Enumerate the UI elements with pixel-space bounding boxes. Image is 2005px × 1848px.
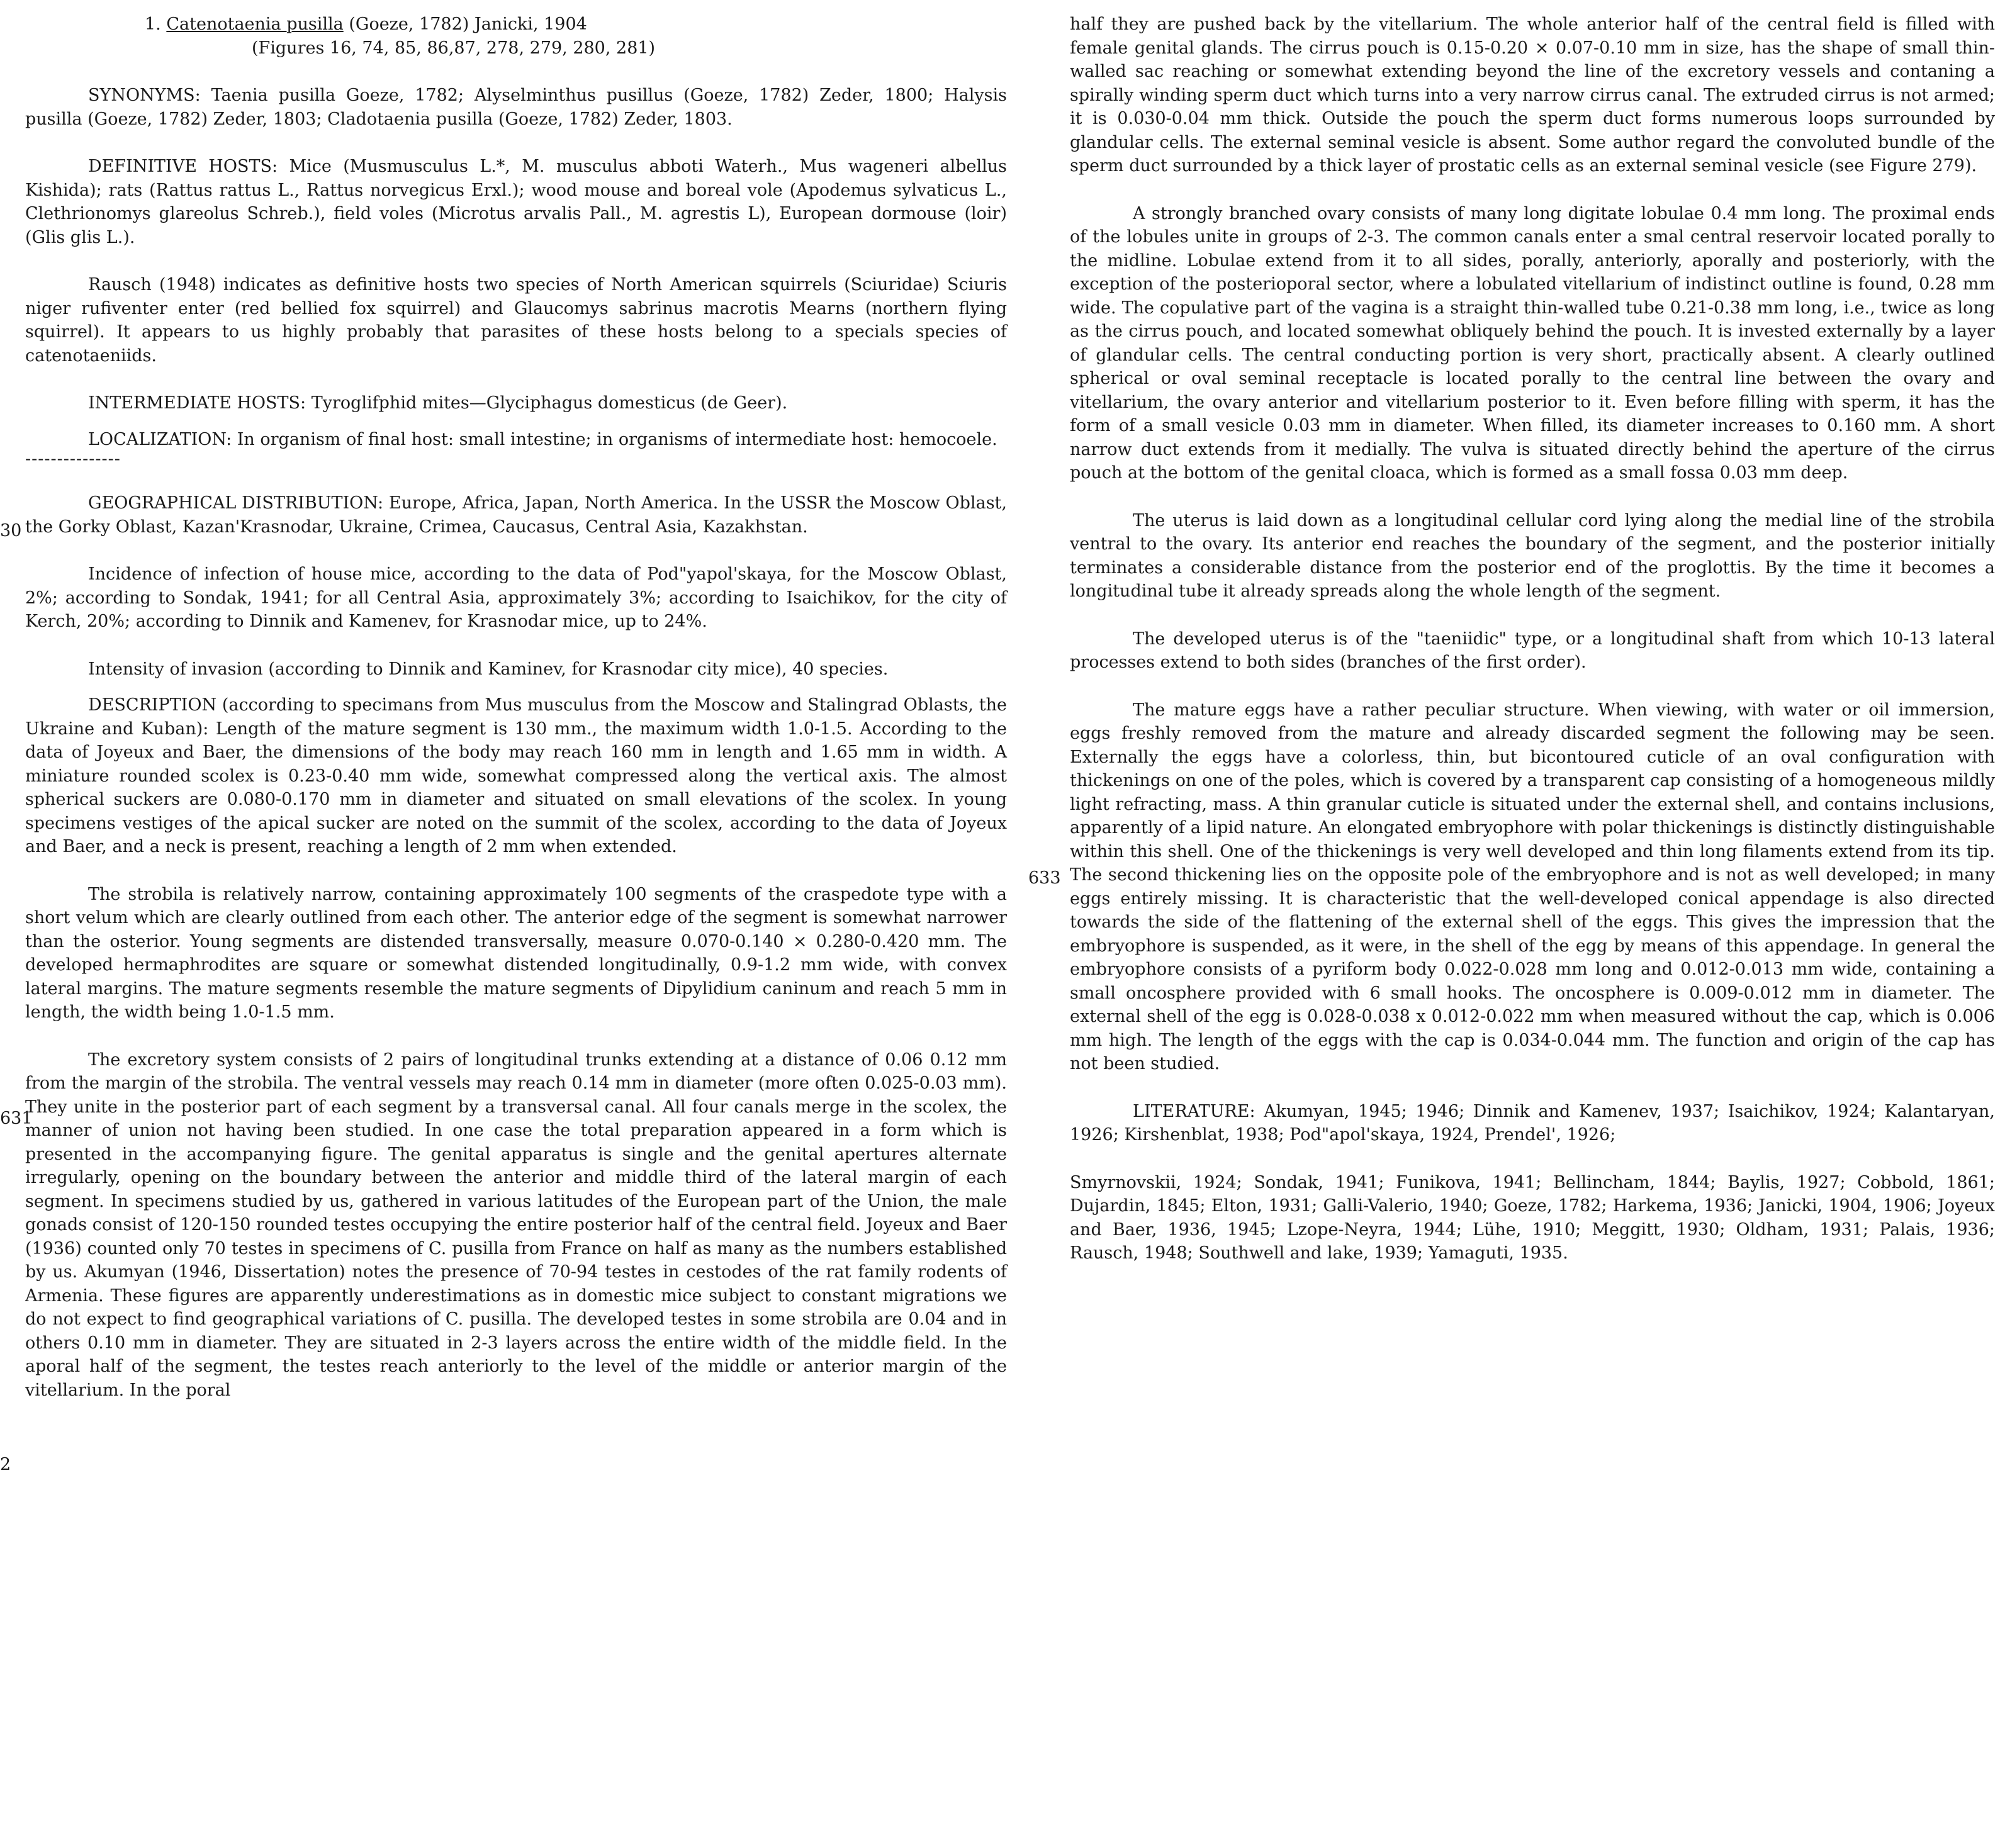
intensity-paragraph: Intensity of invasion (according to Dinnik and Kaminev, for Krasnodar city mice), 40 species. (88, 659, 889, 679)
rausch-paragraph: Rausch (1948) indicates as definitive hosts two species of North American squirrels (Sciuridae) Sciuris niger rufiventer enter (red bellied fox squirrel) and Glaucomys sabrinus macrotis Mearns (northern flying squirrel). It appears to us highly probably that parasites of these hosts belong to a specials species of catenotaeniids. (25, 275, 1007, 366)
literature-paragraph: LITERATURE: Akumyan, 1945; 1946; Dinnik and Kamenev, 1937; Isaichikov, 1924; Kalantaryan, 1926; Kirshenblat, 1938; Pod"apol'skaya, 1924, Prendel', 1926; (1070, 1101, 1995, 1145)
incidence-paragraph: Incidence of infection of house mice, according to the data of Pod"yapol'skaya, for the Moscow Oblast, 2%; according to Sondak, 1941; for all Central Asia, approximately 3%; according to Isaichikov, for the city of Kerch, 20%; according to Dinnik and Kamenev, for Krasnodar mice, up to 24%. (25, 564, 1007, 631)
separator-line: --------------- (25, 449, 121, 469)
synonyms-paragraph: SYNONYMS: Taenia pusilla Goeze, 1782; Alyselminthus pusillus (Goeze, 1782) Zeder, 1800; Halysis pusilla (Goeze, 1782) Zeder, 1803; Cladotaenia pusilla (Goeze, 1782) Zeder, 1803. (25, 86, 1007, 129)
description-paragraph: DESCRIPTION (according to specimans from Mus musculus from the Moscow and Stalingrad Oblasts, the Ukraine and Kuban): Length of the mature segment is 130 mm., the maximum width 1.0-1.5. According to the data of Joyeux and Baer, the dimensions of the body may reach 160 mm in length and 1.65 mm in width. A miniature rounded scolex is 0.23-0.40 mm wide, somewhat compressed along the vertical axis. The almost spherical suckers are 0.080-0.170 mm in diameter and situated on small elevations of the scolex. In young specimens vestiges of the apical sucker are noted on the summit of the scolex, according to the data of Joyeux and Baer, and a neck is present, reaching a length of 2 mm when extended. (25, 695, 1007, 856)
strobila-paragraph: The strobila is relatively narrow, containing approximately 100 segments of the craspedote type with a short velum which are clearly outlined from each other. The anterior edge of the segment is somewhat narrower than the osterior. Young segments are distended transversally, measure 0.070-0.140 × 0.280-0.420 mm. The developed hermaphrodites are square or somewhat distended longitudinally, 0.9-1.2 mm wide, with convex lateral margins. The mature segments resemble the mature segments of Dipylidium caninum and reach 5 mm in length, the width being 1.0-1.5 mm. (25, 884, 1007, 1022)
cirrus-pouch-paragraph: half they are pushed back by the vitellarium. The whole anterior half of the central field is filled with female genital glands. The cirrus pouch is 0.15-0.20 × 0.07-0.10 mm in size, has the shape of small thin-walled sac reaching or somewhat extending beyond the line of the excretory vessels and contaning a spirally winding sperm duct which turns into a very narrow cirrus canal. The extruded cirrus is not armed; it is 0.030-0.04 mm thick. Outside the pouch the sperm duct forms numerous loops surrounded by glandular cells. The external seminal vesicle is absent. Some author regard the convoluted bundle of the sperm duct surrounded by a thick layer of prostatic cells as an external seminal vesicle (see Figure 279). (1070, 14, 1995, 176)
localization-paragraph: LOCALIZATION: In organism of final host: small intestine; in organisms of intermediate host: hemocoele. (88, 429, 997, 449)
figures-reference: (Figures 16, 74, 85, 86,87, 278, 279, 280, 281) (252, 38, 656, 58)
species-name: Catenotaenia pusilla (166, 14, 344, 34)
margin-number: 631 (0, 1109, 33, 1128)
margin-number: 633 (1028, 868, 1061, 888)
ovary-paragraph: A strongly branched ovary consists of many long digitate lobulae 0.4 mm long. The proximal ends of the lobules unite in groups of 2-3. The common canals enter a smal central reservoir located porally to the midline. Lobulae extend from it to all sides, porally, anteriorly, aporally and posteriorly, with the exception of the posterioporal sector, where a lobulated vitellarium of indistinct outline is found, 0.28 mm wide. The copulative part of the vagina is a straight thin-walled tube 0.21-0.38 mm long, i.e., twice as long as the cirrus pouch, and located somewhat obliquely behind the pouch. It is invested externally by a layer of glandular cells. The central conducting portion is very short, practically absent. A clearly outlined spherical or oval seminal receptacle is located porally to the central line between the ovary and vitellarium, the ovary anterior and vitellarium posterior to it. Even before filling with sperm, it has the form of a small vesicle 0.03 mm in diameter. When filled, its diameter increases to 0.160 mm. A short narrow duct extends from it medially. The vulva is situated directly behind the aperture of the cirrus pouch at the bottom of the genital cloaca, which is formed as a small fossa 0.03 mm deep. (1070, 203, 1995, 483)
species-number: 1. (145, 14, 161, 34)
margin-number: 30 (0, 521, 22, 540)
developed-uterus-paragraph: The developed uterus is of the "taeniidic" type, or a longitudinal shaft from which 10-13 lateral processes extend to both sides (branches of the first order). (1070, 629, 1995, 672)
literature-continued-paragraph: Smyrnovskii, 1924; Sondak, 1941; Funikova, 1941; Bellincham, 1844; Baylis, 1927; Cobbold, 1861; Dujardin, 1845; Elton, 1931; Galli-Valerio, 1940; Goeze, 1782; Harkema, 1936; Janicki, 1904, 1906; Joyeux and Baer, 1936, 1945; Lzope-Neyra, 1944; Lühe, 1910; Meggitt, 1930; Oldham, 1931; Palais, 1936; Rausch, 1948; Southwell and lake, 1939; Yamaguti, 1935. (1070, 1172, 1995, 1263)
left-column (25, 13, 1007, 1402)
species-authority: (Goeze, 1782) Janicki, 1904 (349, 14, 587, 34)
geographical-distribution-paragraph: GEOGRAPHICAL DISTRIBUTION: Europe, Africa, Japan, North America. In the USSR the Moscow Oblast, the Gorky Oblast, Kazan'Krasnodar, Ukraine, Crimea, Caucasus, Central Asia, Kazakhstan. (25, 493, 1007, 537)
right-column (1070, 13, 1995, 1265)
uterus-paragraph: The uterus is laid down as a longitudinal cellular cord lying along the medial line of the strobila ventral to the ovary. Its anterior end reaches the boundary of the segment, and the posterior initially terminates a considerable distance from the posterior end of the proglottis. By the time it becomes a longitudinal tube it already spreads along the whole length of the segment. (1070, 510, 1995, 601)
eggs-paragraph: The mature eggs have a rather peculiar structure. When viewing, with water or oil immersion, eggs freshly removed from the mature and already discarded segment the following may be seen. Externally the eggs have a colorless, thin, but bicontoured cuticle of an oval configuration with thickenings on one of the poles, which is covered by a transparent cap consisting of a homogeneous mildly light refracting, mass. A thin granular cuticle is situated under the external shell, and contains inclusions, apparently of a lipid nature. An elongated embryophore with polar thickenings is distinctly distinguishable within this shell. One of the thickenings is very well developed and thin long filaments extend from its tip. The second thickening lies on the opposite pole of the embryophore and is not as well developed; in many eggs entirely missing. It is characteristic that the well-developed conical appendage is also directed towards the side of the flattening of the external shell of the eggs. This gives the impression that the embryophore is suspended, as it were, in the shell of the egg by means of this appendage. In general the embryophore consists of a pyriform body 0.022-0.028 mm long and 0.012-0.013 mm wide, containing a small oncosphere provided with 6 small hooks. The oncosphere is 0.009-0.012 mm in diameter. The external shell of the egg is 0.028-0.038 x 0.012-0.022 mm when measured without the cap, which is 0.006 mm high. The length of the eggs with the cap is 0.034-0.044 mm. The function and origin of the cap has not been studied. (1070, 700, 1995, 1073)
margin-number: 2 (0, 1455, 11, 1474)
species-heading (25, 13, 1007, 36)
definitive-hosts-paragraph: DEFINITIVE HOSTS: Mice (Musmusculus L.*, M. musculus abboti Waterh., Mus wageneri albellus Kishida); rats (Rattus rattus L., Rattus norvegicus Erxl.); wood mouse and boreal vole (Apodemus sylvaticus L., Clethrionomys glareolus Schreb.), field voles (Microtus arvalis Pall., M. agrestis L), European dormouse (loir) (Glis glis L.). (25, 157, 1007, 247)
intermediate-hosts-paragraph: INTERMEDIATE HOSTS: Tyroglifphid mites—Glyciphagus domesticus (de Geer). (88, 393, 788, 413)
excretory-system-paragraph: The excretory system consists of 2 pairs of longitudinal trunks extending at a distance of 0.06 0.12 mm from the margin of the strobila. The ventral vessels may reach 0.14 mm in diameter (more often 0.025-0.03 mm). They unite in the posterior part of each segment by a transversal canal. All four canals merge in the scolex, the manner of union not having been studied. In one case the total preparation appeared in a form which is presented in the accompanying figure. The genital apparatus is single and the genital apertures alternate irregularly, opening on the boundary between the anterior and middle third of the lateral margin of each segment. In specimens studied by us, gathered in various latitudes of the European part of the Union, the male gonads consist of 120-150 rounded testes occupying the entire posterior half of the central field. Joyeux and Baer (1936) counted only 70 testes in specimens of C. pusilla from France on half as many as the numbers established by us. Akumyan (1946, Dissertation) notes the presence of 70-94 testes in cestodes of the rat family rodents of Armenia. These figures are apparently underestimations as in domestic mice subject to constant migrations we do not expect to find geographical variations of C. pusilla. The developed testes in some strobila are 0.04 and in others 0.10 mm in diameter. They are situated in 2-3 layers across the entire width of the middle field. In the aporal half of the segment, the testes reach anteriorly to the level of the middle or anterior margin of the vitellarium. In the poral (25, 1050, 1007, 1400)
